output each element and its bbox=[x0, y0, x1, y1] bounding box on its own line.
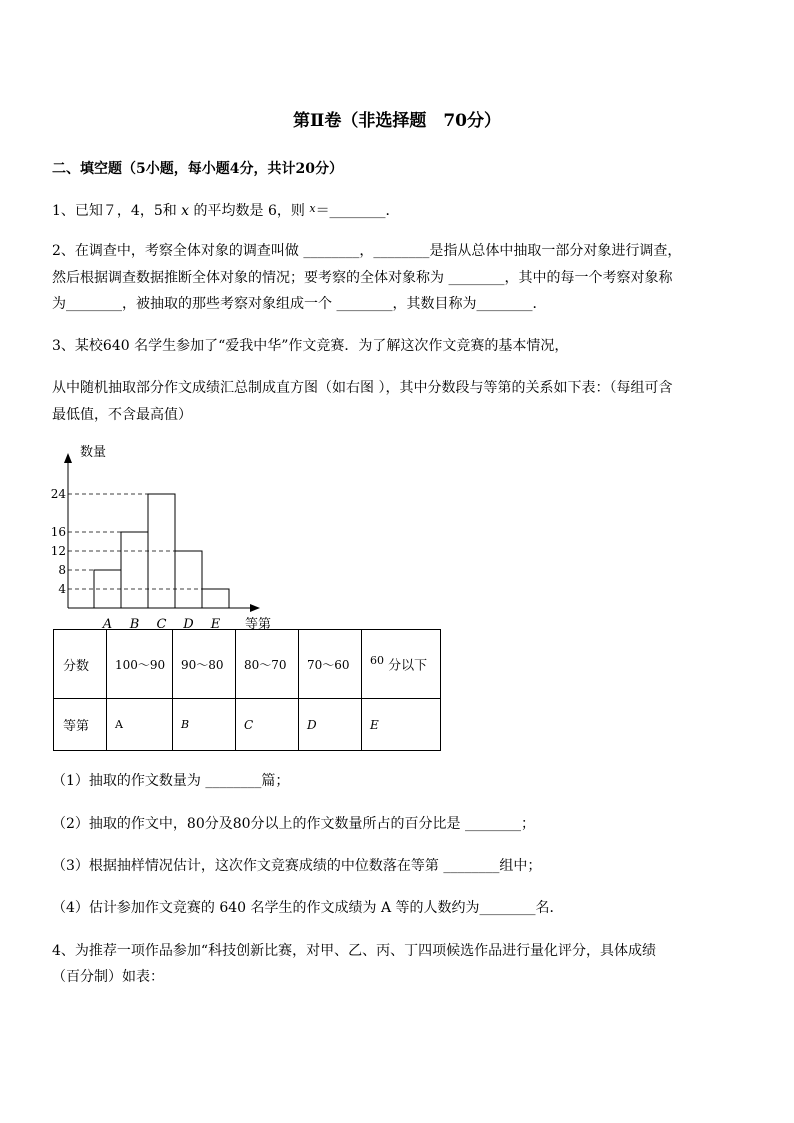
y-tick-label: 12 bbox=[50, 544, 66, 558]
table-row bbox=[54, 699, 441, 751]
q3-desc-line2: 最低值，不含最高值） bbox=[52, 407, 192, 423]
y-tick-label: 4 bbox=[58, 582, 66, 596]
q1-var: x bbox=[181, 203, 190, 219]
q3-desc-line1: 从中随机抽取部分作文成绩汇总制成直方图（如右图 ），其中分数段与等第的关系如下表：（每组可含 bbox=[52, 380, 673, 396]
grade-table bbox=[53, 629, 441, 751]
q1-text2: 的平均数是 6，则 bbox=[189, 203, 310, 219]
q1-answer: ＝________． bbox=[315, 203, 400, 219]
q3-intro: 3、某校640 名学生参加了“爱我中华”作文竞赛．为了解这次作文竞赛的基本情况， bbox=[52, 338, 569, 354]
q3-sub1: （1）抽取的作文数量为 ________篇； bbox=[52, 773, 290, 789]
question-1 bbox=[52, 199, 400, 221]
table-cell-grade: D bbox=[299, 699, 362, 751]
histogram-bar bbox=[121, 532, 148, 608]
x-axis-label: 等第 bbox=[245, 617, 272, 630]
q3-sub2: （2）抽取的作文中，80分及80分以上的作文数量所占的百分比是 ________； bbox=[52, 816, 535, 832]
q2-line3: 为________，被抽取的那些考察对象组成一个 ________，其数目称为________． bbox=[52, 296, 547, 312]
q3-sub4: （4）估计参加作文竞赛的 640 名学生的作文成绩为 A 等的人数约为________名． bbox=[52, 900, 564, 916]
table-header-grade: 等第 bbox=[54, 699, 107, 751]
q2-line2: 然后根据调查数据推断全体对象的情况；要考察的全体对象称为 ________，其中的每一个考察对象称 bbox=[52, 270, 673, 286]
x-tick-label: A bbox=[102, 617, 113, 630]
x-axis-arrow bbox=[250, 604, 260, 612]
table-cell-score: 80～70 bbox=[236, 630, 299, 699]
y-axis-label: 数量 bbox=[80, 445, 107, 460]
table-cell-grade: E bbox=[362, 699, 441, 751]
table-cell-grade: A bbox=[107, 699, 173, 751]
table-header-score: 分数 bbox=[54, 630, 107, 699]
q4-line1: 4、为推荐一项作品参加“科技创新比赛，对甲、乙、丙、丁四项候选作品进行量化评分，具体成绩 bbox=[52, 943, 657, 959]
table-cell-score bbox=[362, 630, 441, 699]
y-axis-arrow bbox=[64, 453, 72, 463]
q1-text: 1、已知７，4，5和 bbox=[52, 203, 182, 219]
section-title: 第Ⅱ卷（非选择题 70分） bbox=[293, 111, 501, 131]
histogram-bar bbox=[202, 589, 229, 608]
histogram-chart bbox=[40, 435, 280, 630]
last-score-num: 60 bbox=[370, 654, 384, 668]
q3-sub3: （3）根据抽样情况估计，这次作文竞赛成绩的中位数落在等第 ________组中； bbox=[52, 858, 542, 874]
q2-line1: 2、在调查中，考察全体对象的调查叫做 ________，________是指从总体中抽取一部分对象进行调查， bbox=[52, 243, 682, 259]
q1-var2: x bbox=[309, 202, 316, 215]
histogram-bar bbox=[175, 551, 202, 608]
last-score-text: 分以下 bbox=[384, 658, 428, 674]
q4-line2: （百分制）如表： bbox=[52, 969, 164, 985]
table-cell-score: 100～90 bbox=[107, 630, 173, 699]
table-cell-grade: B bbox=[173, 699, 236, 751]
table-row bbox=[54, 630, 441, 699]
table-cell-grade: C bbox=[236, 699, 299, 751]
x-tick-label: C bbox=[156, 617, 167, 630]
x-tick-label: D bbox=[183, 617, 194, 630]
table-cell-score: 90～80 bbox=[173, 630, 236, 699]
y-tick-label: 24 bbox=[50, 487, 66, 501]
y-tick-label: 16 bbox=[50, 525, 66, 539]
y-tick-label: 8 bbox=[58, 563, 66, 577]
section-heading: 二、填空题（5小题，每小题4分，共计20分） bbox=[52, 161, 343, 177]
x-tick-label: E bbox=[210, 617, 221, 630]
x-tick-label: B bbox=[129, 617, 140, 630]
table-cell-score: 70～60 bbox=[299, 630, 362, 699]
